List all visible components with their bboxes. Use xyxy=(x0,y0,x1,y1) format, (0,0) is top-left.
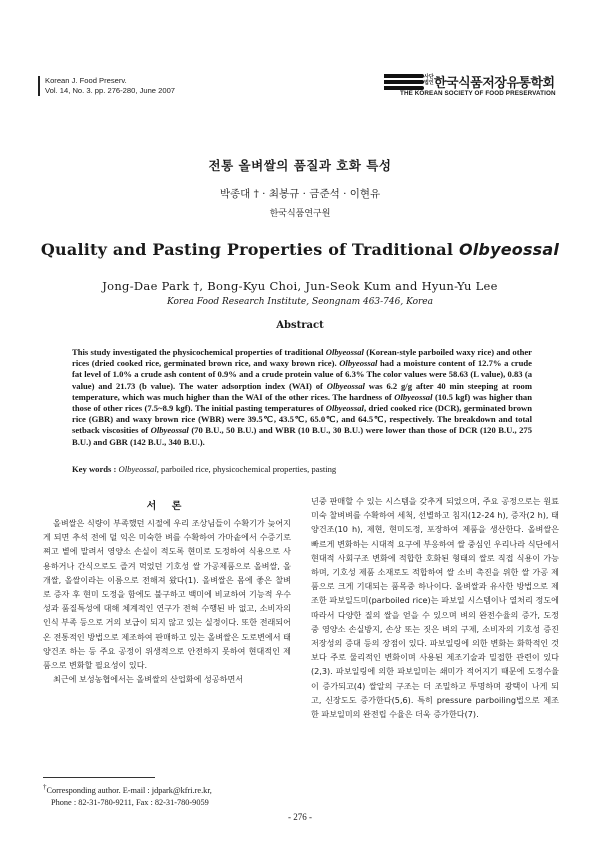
abstract-text xyxy=(72,347,532,448)
abstract-term: Olbyeossal xyxy=(325,403,364,414)
abstract-segment: This study investigated the physicochemical properties of traditional xyxy=(72,347,326,357)
abstract-segment: (Korean-style parboiled waxy rice) and other rices (dried cooked rice, germinated brown rice, and waxy brown rice). xyxy=(72,347,532,369)
abstract-term: Olbyeossal xyxy=(326,380,365,391)
footnote xyxy=(43,782,293,810)
footnote-rule xyxy=(43,777,155,778)
korean-title: 전통 올벼쌀의 품질과 호화 특성 xyxy=(208,158,392,173)
abstract-term: Olbyeossal xyxy=(394,391,433,402)
section-heading-introduction: 서 론 xyxy=(146,501,188,512)
english-title xyxy=(0,240,600,259)
english-title-italic: Olbyeossal xyxy=(458,240,560,259)
footnote-phone: Phone : 82-31-780-9211, Fax : 82-31-780-9059 xyxy=(51,798,209,808)
body-paragraph: 년중 판매할 수 있는 시스템을 갖추게 되었으며, 주요 공정으로는 원료 미숙 찰벼벼를 수확하여 세척, 선별하고 침지(12-24 h), 증자(2 h), 태양건조(10 h), 제현, 현미도정, 포장하여 제품을 생산한다. 올벼쌀은 빠르게 변화하는 시대적 요구에 부응하여 쌀 중심인 우리나라 식단에서 현대적 사회구조 변화에 적합한 호화된 형태의 쌀로 직접 식용이 가능하며, 기호성 제품 소재로도 적합하여 쌀 소비 촉진을 위한 쌀 가공 제품으로 크게 기대되는 품목중 하나이다. 올벼쌀과 유사한 방법으로 제조한 파보일드미(parboiled rice)는 파보일 시스템이나 열처리 정도에 따라서 다양한 질의 쌀을 얻을 수 있으며 벼의 완전수율의 증가, 도정 중 영양소 손실방지, 손상 또는 짓은 벼의 구제, 소비자의 기호성 증진 저장성의 증대 등의 장점이 있다. 파보일링에 의한 변화는 화학적인 것보다 주로 물리적인 변화이며 사용된 제조기술과 밀접한 관련이 있다(2,3). 파보일링에 의한 파보일미는 쇄미가 적어지기 때문에 도정수율이 증가되고(4) 쌀알의 구조는 더 조밀하고 투명하며 광택이 나게 되고, 신장도도 증가한다(5,6). 특히 pressure parboiling법으로 제조한 파보일미의 완전립 수율은 더욱 증가한다(7). xyxy=(311,496,559,720)
abstract-segment: , dried cooked rice (DCR), germinated brown rice (GBR) and waxy brown rice (WBR) were 39.5℃, 43.5℃, 65.0℃, and 64.5℃, respectively. The breakdown and total setback viscosities of xyxy=(72,403,532,436)
abstract-segment: had a moisture content of 12.7% a crude fat level of 1.0% a crude ash content of 0.9% and a crude protein value of 6.3% The color values were 58.63 (L value), 0.83 (a value) and 21.73 (b value). The water adsorption index (WAI) of xyxy=(72,358,532,391)
footnote-marker: † xyxy=(43,784,47,791)
abstract-segment: (10.5 kgf) was higher than those of other rices (7.5~8.9 kgf). The initial pasting temperatures of xyxy=(72,391,532,414)
society-logo-block xyxy=(384,72,562,102)
journal-volume: Vol. 14, No. 3. pp. 276-280, June 2007 xyxy=(45,86,176,95)
society-logo-icon xyxy=(384,74,424,90)
keywords-list: , parboiled rice, physicochemical properties, pasting xyxy=(156,464,337,474)
abstract-segment: was 6.2 g/g after 40 min steeping at room temperature, which was much higher than the WAI of the other rices. The hardness of xyxy=(72,380,533,402)
keyword-italic: Olbyeossal xyxy=(118,464,157,474)
body-paragraph: 최근에 보성농협에서는 올벼쌀의 산업화에 성공하면서 xyxy=(53,674,244,685)
society-english-name: THE KOREAN SOCIETY OF FOOD PRESERVATION xyxy=(400,90,556,97)
footnote-email: Corresponding author. E-mail : jdpark@kfri.re.kr, xyxy=(46,785,212,795)
abstract-term: Olbyeossal xyxy=(339,358,378,369)
korean-authors: 박종대 † · 최봉규 · 금준석 · 이현유 xyxy=(219,188,381,200)
abstract-term: Olbyeossal xyxy=(150,425,189,436)
body-column-left xyxy=(43,516,291,686)
society-small-label: 사단법인 xyxy=(424,74,434,86)
english-title-main: Quality and Pasting Properties of Traditional xyxy=(40,240,459,259)
korean-affiliation: 한국식품연구원 xyxy=(269,209,331,219)
keywords-label: Key words : xyxy=(72,464,119,474)
abstract-heading: Abstract xyxy=(276,320,324,331)
journal-citation xyxy=(38,76,275,96)
abstract-segment: (70 B.U., 50 B.U.) and WBR (10 B.U., 30 B.U.) were lower than those of DCR (120 B.U., 275 B.U.) and GBR (142 B.U., 340 B.U.). xyxy=(72,425,533,447)
page-number: - 276 - xyxy=(288,812,312,822)
body-column-right xyxy=(311,494,559,721)
body-paragraph: 올벼쌀은 식량이 부족했던 시절에 우리 조상님들이 수확기가 늦어지게 되면 추석 전에 덜 익은 미숙한 벼를 수확하여 가마솥에서 수증기로 쪄고 볕에 말려서 영양소 손실이 적도록 현미로 도정하여 식용으로 사용하거나 간식으로도 즐겨 먹었던 기호성 쌀 가공제품으로 올벼쌀, 올개쌀, 올쌀이라는 이름으로 전해져 왔다(1). 올벼쌀은 몸에 좋은 찰벼로 증자 후 현미 도정을 함에도 불구하고 백미에 비교하여 기능적 우수성과 품질특성에 대해 체계적인 연구가 전혀 수행된 바 없고, 소비자의 인식 부족 등으로 거의 보급이 되지 않고 있는 실정이다. 또한 전래되어온 전통적인 방법으로 제조하여 판매하고 있는 올벼쌀은 도로변에서 태양건조 하는 등 주요 공정이 위생적으로 안전하지 못하여 현대적인 제품으로 변화할 필요성이 있다. xyxy=(43,518,291,671)
society-korean-name: 한국식품저장유통학회 xyxy=(434,76,555,91)
footnote-line xyxy=(43,782,293,797)
keywords-line xyxy=(72,464,542,474)
journal-name: Korean J. Food Preserv. xyxy=(45,76,127,85)
english-affiliation: Korea Food Research Institute, Seongnam 463-746, Korea xyxy=(167,297,433,307)
english-authors: Jong-Dae Park †, Bong-Kyu Choi, Jun-Seok Kum and Hyun-Yu Lee xyxy=(102,279,498,293)
abstract-term: Olbyeossal xyxy=(325,347,364,357)
